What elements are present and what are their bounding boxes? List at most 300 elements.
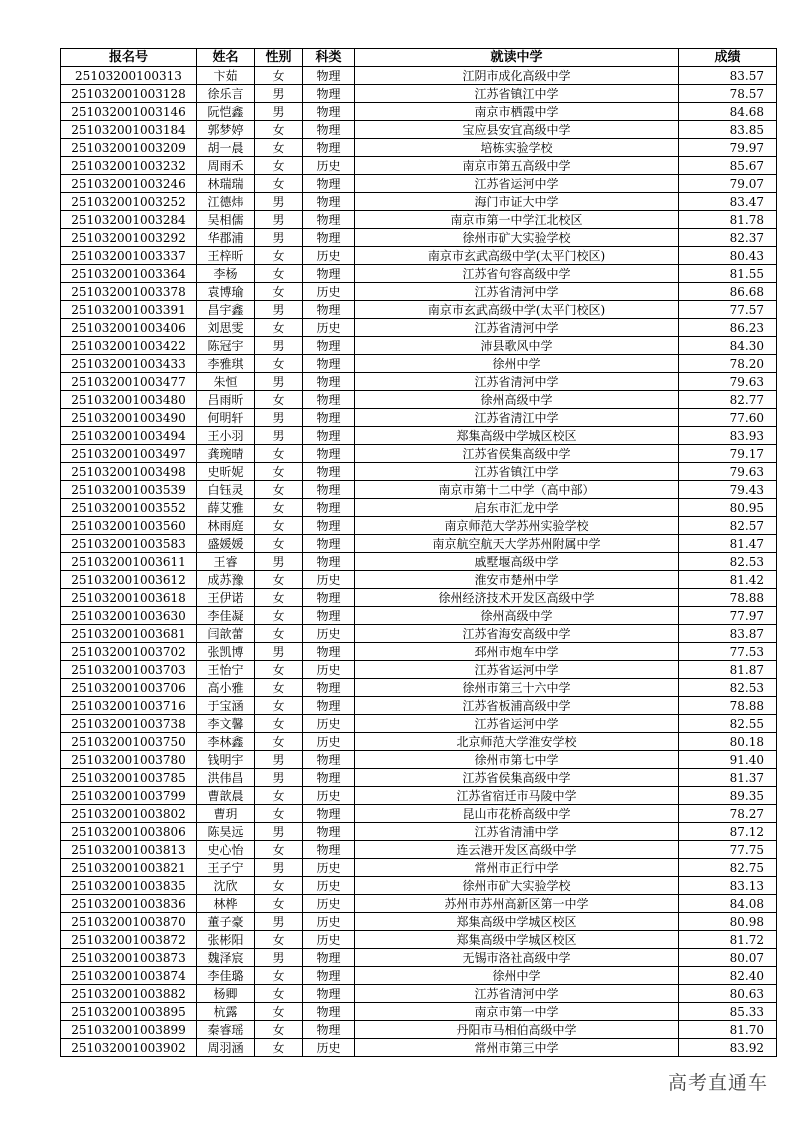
cell-registration-number: 251032001003184 — [61, 121, 197, 139]
table-row — [61, 193, 777, 211]
cell-subject-category: 物理 — [303, 553, 355, 571]
cell-registration-number: 251032001003539 — [61, 481, 197, 499]
cell-subject-category: 历史 — [303, 787, 355, 805]
cell-name: 吕雨昕 — [197, 391, 255, 409]
cell-subject-category: 物理 — [303, 103, 355, 121]
cell-gender: 女 — [255, 697, 303, 715]
cell-gender: 女 — [255, 463, 303, 481]
header-name: 姓名 — [197, 49, 255, 67]
cell-school: 徐州经济技术开发区高级中学 — [355, 589, 679, 607]
table-row — [61, 625, 777, 643]
cell-score: 86.68 — [679, 283, 777, 301]
cell-score: 82.40 — [679, 967, 777, 985]
cell-name: 史心怡 — [197, 841, 255, 859]
table-body — [61, 67, 777, 1057]
table-row — [61, 319, 777, 337]
cell-subject-category: 历史 — [303, 247, 355, 265]
cell-school: 无锡市洛社高级中学 — [355, 949, 679, 967]
cell-subject-category: 历史 — [303, 319, 355, 337]
table-row — [61, 841, 777, 859]
cell-registration-number: 251032001003821 — [61, 859, 197, 877]
cell-registration-number: 251032001003873 — [61, 949, 197, 967]
cell-name: 李林鑫 — [197, 733, 255, 751]
cell-registration-number: 251032001003802 — [61, 805, 197, 823]
cell-subject-category: 物理 — [303, 175, 355, 193]
cell-gender: 女 — [255, 157, 303, 175]
cell-subject-category: 物理 — [303, 499, 355, 517]
cell-name: 沈欣 — [197, 877, 255, 895]
cell-registration-number: 251032001003806 — [61, 823, 197, 841]
cell-score: 82.57 — [679, 517, 777, 535]
cell-subject-category: 历史 — [303, 733, 355, 751]
cell-registration-number: 251032001003702 — [61, 643, 197, 661]
cell-school: 常州市第三中学 — [355, 1039, 679, 1057]
table-row — [61, 985, 777, 1003]
cell-gender: 男 — [255, 211, 303, 229]
cell-score: 80.07 — [679, 949, 777, 967]
cell-registration-number: 251032001003146 — [61, 103, 197, 121]
table-row — [61, 211, 777, 229]
cell-registration-number: 251032001003246 — [61, 175, 197, 193]
cell-gender: 女 — [255, 661, 303, 679]
cell-name: 王梓昕 — [197, 247, 255, 265]
cell-gender: 女 — [255, 499, 303, 517]
cell-registration-number: 251032001003477 — [61, 373, 197, 391]
cell-score: 81.70 — [679, 1021, 777, 1039]
cell-name: 王怡宁 — [197, 661, 255, 679]
table-row — [61, 643, 777, 661]
cell-school: 江苏省运河中学 — [355, 661, 679, 679]
cell-gender: 女 — [255, 175, 303, 193]
cell-school: 徐州高级中学 — [355, 607, 679, 625]
cell-name: 江德炜 — [197, 193, 255, 211]
cell-school: 徐州市矿大实验学校 — [355, 229, 679, 247]
table-row — [61, 337, 777, 355]
table-row — [61, 679, 777, 697]
cell-gender: 女 — [255, 715, 303, 733]
cell-score: 86.23 — [679, 319, 777, 337]
cell-school: 江苏省清河中学 — [355, 319, 679, 337]
cell-name: 胡一晨 — [197, 139, 255, 157]
cell-school: 南京师范大学苏州实验学校 — [355, 517, 679, 535]
cell-gender: 女 — [255, 355, 303, 373]
cell-gender: 女 — [255, 931, 303, 949]
table-row — [61, 301, 777, 319]
cell-subject-category: 物理 — [303, 463, 355, 481]
cell-name: 何明轩 — [197, 409, 255, 427]
cell-score: 81.55 — [679, 265, 777, 283]
cell-registration-number: 251032001003874 — [61, 967, 197, 985]
cell-score: 80.98 — [679, 913, 777, 931]
cell-gender: 女 — [255, 679, 303, 697]
cell-name: 于宝涵 — [197, 697, 255, 715]
cell-subject-category: 历史 — [303, 661, 355, 679]
cell-registration-number: 251032001003490 — [61, 409, 197, 427]
cell-school: 郑集高级中学城区校区 — [355, 931, 679, 949]
cell-gender: 男 — [255, 373, 303, 391]
cell-subject-category: 物理 — [303, 355, 355, 373]
cell-subject-category: 物理 — [303, 967, 355, 985]
cell-name: 王伊诺 — [197, 589, 255, 607]
cell-gender: 男 — [255, 769, 303, 787]
cell-gender: 女 — [255, 283, 303, 301]
cell-subject-category: 历史 — [303, 715, 355, 733]
cell-score: 83.57 — [679, 67, 777, 85]
cell-score: 78.88 — [679, 589, 777, 607]
cell-name: 董子豪 — [197, 913, 255, 931]
table-row — [61, 427, 777, 445]
cell-school: 淮安市楚州中学 — [355, 571, 679, 589]
cell-name: 王小羽 — [197, 427, 255, 445]
cell-subject-category: 物理 — [303, 751, 355, 769]
cell-registration-number: 251032001003882 — [61, 985, 197, 1003]
header-school: 就读中学 — [355, 49, 679, 67]
cell-school: 江苏省清江中学 — [355, 409, 679, 427]
table-row — [61, 589, 777, 607]
cell-subject-category: 历史 — [303, 895, 355, 913]
cell-name: 成苏豫 — [197, 571, 255, 589]
cell-gender: 男 — [255, 553, 303, 571]
cell-school: 江苏省句容高级中学 — [355, 265, 679, 283]
cell-name: 林雨庭 — [197, 517, 255, 535]
cell-gender: 男 — [255, 427, 303, 445]
cell-registration-number: 251032001003292 — [61, 229, 197, 247]
cell-name: 薛艾雅 — [197, 499, 255, 517]
cell-name: 卞茹 — [197, 67, 255, 85]
table-row — [61, 229, 777, 247]
cell-gender: 女 — [255, 1003, 303, 1021]
cell-score: 78.27 — [679, 805, 777, 823]
cell-school: 南京市第一中学 — [355, 1003, 679, 1021]
cell-registration-number: 251032001003552 — [61, 499, 197, 517]
cell-gender: 男 — [255, 823, 303, 841]
cell-score: 84.68 — [679, 103, 777, 121]
cell-registration-number: 251032001003750 — [61, 733, 197, 751]
cell-name: 林瑞瑞 — [197, 175, 255, 193]
cell-gender: 女 — [255, 1039, 303, 1057]
cell-registration-number: 251032001003630 — [61, 607, 197, 625]
cell-gender: 女 — [255, 247, 303, 265]
cell-name: 曹歆晨 — [197, 787, 255, 805]
cell-gender: 女 — [255, 481, 303, 499]
cell-registration-number: 25103200100313 — [61, 67, 197, 85]
cell-gender: 女 — [255, 1021, 303, 1039]
cell-school: 徐州市第七中学 — [355, 751, 679, 769]
table-row — [61, 121, 777, 139]
table-row — [61, 607, 777, 625]
cell-score: 84.08 — [679, 895, 777, 913]
cell-subject-category: 物理 — [303, 517, 355, 535]
cell-registration-number: 251032001003716 — [61, 697, 197, 715]
cell-school: 郑集高级中学城区校区 — [355, 913, 679, 931]
cell-gender: 女 — [255, 607, 303, 625]
cell-school: 南京市玄武高级中学(太平门校区) — [355, 247, 679, 265]
cell-school: 徐州市第三十六中学 — [355, 679, 679, 697]
table-row — [61, 859, 777, 877]
cell-name: 洪伟昌 — [197, 769, 255, 787]
table-row — [61, 787, 777, 805]
cell-subject-category: 历史 — [303, 931, 355, 949]
cell-score: 83.87 — [679, 625, 777, 643]
cell-score: 91.40 — [679, 751, 777, 769]
cell-name: 李雅琪 — [197, 355, 255, 373]
cell-name: 周雨禾 — [197, 157, 255, 175]
cell-school: 启东市汇龙中学 — [355, 499, 679, 517]
table-row — [61, 1039, 777, 1057]
cell-name: 郭梦婷 — [197, 121, 255, 139]
cell-subject-category: 物理 — [303, 481, 355, 499]
cell-gender: 女 — [255, 67, 303, 85]
cell-score: 79.43 — [679, 481, 777, 499]
cell-gender: 女 — [255, 895, 303, 913]
cell-school: 江苏省运河中学 — [355, 175, 679, 193]
cell-subject-category: 物理 — [303, 769, 355, 787]
cell-registration-number: 251032001003209 — [61, 139, 197, 157]
cell-school: 江苏省清浦中学 — [355, 823, 679, 841]
cell-school: 江苏省镇江中学 — [355, 85, 679, 103]
cell-subject-category: 物理 — [303, 211, 355, 229]
cell-registration-number: 251032001003406 — [61, 319, 197, 337]
cell-subject-category: 历史 — [303, 859, 355, 877]
cell-score: 83.85 — [679, 121, 777, 139]
cell-score: 81.72 — [679, 931, 777, 949]
cell-registration-number: 251032001003706 — [61, 679, 197, 697]
cell-gender: 女 — [255, 877, 303, 895]
cell-registration-number: 251032001003738 — [61, 715, 197, 733]
table-row — [61, 391, 777, 409]
cell-name: 史昕妮 — [197, 463, 255, 481]
cell-name: 王子宁 — [197, 859, 255, 877]
cell-score: 79.97 — [679, 139, 777, 157]
cell-subject-category: 物理 — [303, 229, 355, 247]
cell-registration-number: 251032001003703 — [61, 661, 197, 679]
table-row — [61, 913, 777, 931]
cell-school: 江苏省侯集高级中学 — [355, 445, 679, 463]
cell-gender: 女 — [255, 733, 303, 751]
cell-name: 阮恺鑫 — [197, 103, 255, 121]
cell-school: 徐州中学 — [355, 967, 679, 985]
cell-name: 朱恒 — [197, 373, 255, 391]
table-row — [61, 481, 777, 499]
cell-registration-number: 251032001003836 — [61, 895, 197, 913]
cell-subject-category: 物理 — [303, 679, 355, 697]
cell-school: 南京市玄武高级中学(太平门校区) — [355, 301, 679, 319]
cell-school: 昆山市花桥高级中学 — [355, 805, 679, 823]
cell-registration-number: 251032001003252 — [61, 193, 197, 211]
cell-name: 高小雅 — [197, 679, 255, 697]
cell-registration-number: 251032001003872 — [61, 931, 197, 949]
cell-gender: 女 — [255, 445, 303, 463]
cell-registration-number: 251032001003497 — [61, 445, 197, 463]
cell-score: 80.18 — [679, 733, 777, 751]
cell-gender: 男 — [255, 85, 303, 103]
cell-school: 戚墅堰高级中学 — [355, 553, 679, 571]
cell-school: 连云港开发区高级中学 — [355, 841, 679, 859]
cell-registration-number: 251032001003799 — [61, 787, 197, 805]
cell-subject-category: 物理 — [303, 607, 355, 625]
cell-registration-number: 251032001003560 — [61, 517, 197, 535]
header-registration-number: 报名号 — [61, 49, 197, 67]
cell-gender: 女 — [255, 535, 303, 553]
cell-school: 徐州中学 — [355, 355, 679, 373]
table-row — [61, 499, 777, 517]
cell-gender: 男 — [255, 913, 303, 931]
cell-registration-number: 251032001003128 — [61, 85, 197, 103]
cell-registration-number: 251032001003494 — [61, 427, 197, 445]
cell-name: 张彬阳 — [197, 931, 255, 949]
cell-registration-number: 251032001003895 — [61, 1003, 197, 1021]
cell-registration-number: 251032001003902 — [61, 1039, 197, 1057]
cell-score: 83.92 — [679, 1039, 777, 1057]
cell-school: 南京市第一中学江北校区 — [355, 211, 679, 229]
cell-gender: 男 — [255, 859, 303, 877]
cell-gender: 女 — [255, 139, 303, 157]
cell-subject-category: 物理 — [303, 823, 355, 841]
cell-name: 龚琬晴 — [197, 445, 255, 463]
cell-gender: 男 — [255, 643, 303, 661]
cell-registration-number: 251032001003870 — [61, 913, 197, 931]
cell-score: 85.67 — [679, 157, 777, 175]
cell-name: 林桦 — [197, 895, 255, 913]
cell-subject-category: 物理 — [303, 535, 355, 553]
cell-name: 杭露 — [197, 1003, 255, 1021]
cell-subject-category: 历史 — [303, 283, 355, 301]
cell-subject-category: 物理 — [303, 121, 355, 139]
cell-school: 江苏省镇江中学 — [355, 463, 679, 481]
table-row — [61, 553, 777, 571]
cell-score: 78.88 — [679, 697, 777, 715]
table-row — [61, 805, 777, 823]
table-row — [61, 265, 777, 283]
table-row — [61, 463, 777, 481]
cell-school: 海门市证大中学 — [355, 193, 679, 211]
cell-name: 王睿 — [197, 553, 255, 571]
cell-school: 南京市第五高级中学 — [355, 157, 679, 175]
cell-subject-category: 物理 — [303, 949, 355, 967]
cell-registration-number: 251032001003284 — [61, 211, 197, 229]
cell-subject-category: 物理 — [303, 391, 355, 409]
cell-subject-category: 物理 — [303, 139, 355, 157]
cell-score: 77.53 — [679, 643, 777, 661]
cell-subject-category: 物理 — [303, 805, 355, 823]
cell-name: 李杨 — [197, 265, 255, 283]
cell-registration-number: 251032001003480 — [61, 391, 197, 409]
cell-score: 82.53 — [679, 553, 777, 571]
cell-school: 江苏省侯集高级中学 — [355, 769, 679, 787]
cell-score: 87.12 — [679, 823, 777, 841]
cell-school: 培栋实验学校 — [355, 139, 679, 157]
admission-score-table — [60, 48, 777, 1057]
cell-registration-number: 251032001003611 — [61, 553, 197, 571]
cell-score: 77.57 — [679, 301, 777, 319]
cell-name: 盛媛媛 — [197, 535, 255, 553]
table-row — [61, 175, 777, 193]
cell-registration-number: 251032001003813 — [61, 841, 197, 859]
cell-score: 82.77 — [679, 391, 777, 409]
cell-school: 江苏省板浦高级中学 — [355, 697, 679, 715]
table-row — [61, 67, 777, 85]
cell-gender: 男 — [255, 337, 303, 355]
table-row — [61, 139, 777, 157]
cell-gender: 女 — [255, 967, 303, 985]
cell-registration-number: 251032001003433 — [61, 355, 197, 373]
cell-school: 江苏省清河中学 — [355, 283, 679, 301]
cell-score: 89.35 — [679, 787, 777, 805]
cell-registration-number: 251032001003391 — [61, 301, 197, 319]
cell-name: 袁博瑜 — [197, 283, 255, 301]
cell-subject-category: 物理 — [303, 409, 355, 427]
cell-registration-number: 251032001003337 — [61, 247, 197, 265]
table-row — [61, 751, 777, 769]
table-row — [61, 85, 777, 103]
cell-score: 82.55 — [679, 715, 777, 733]
table-row — [61, 355, 777, 373]
cell-registration-number: 251032001003618 — [61, 589, 197, 607]
table-row — [61, 445, 777, 463]
cell-gender: 男 — [255, 193, 303, 211]
cell-score: 82.75 — [679, 859, 777, 877]
cell-registration-number: 251032001003681 — [61, 625, 197, 643]
cell-school: 沛县歌风中学 — [355, 337, 679, 355]
cell-subject-category: 物理 — [303, 841, 355, 859]
cell-school: 北京师范大学淮安学校 — [355, 733, 679, 751]
cell-subject-category: 物理 — [303, 373, 355, 391]
table-row — [61, 517, 777, 535]
cell-score: 77.60 — [679, 409, 777, 427]
header-subject-category: 科类 — [303, 49, 355, 67]
table-row — [61, 967, 777, 985]
cell-name: 钱明宇 — [197, 751, 255, 769]
cell-registration-number: 251032001003378 — [61, 283, 197, 301]
cell-score: 81.87 — [679, 661, 777, 679]
cell-registration-number: 251032001003422 — [61, 337, 197, 355]
cell-score: 79.07 — [679, 175, 777, 193]
table-row — [61, 247, 777, 265]
table-row — [61, 823, 777, 841]
header-gender: 性别 — [255, 49, 303, 67]
cell-school: 江苏省运河中学 — [355, 715, 679, 733]
cell-school: 南京航空航天大学苏州附属中学 — [355, 535, 679, 553]
cell-name: 李文馨 — [197, 715, 255, 733]
cell-score: 82.37 — [679, 229, 777, 247]
cell-name: 闫歆蕾 — [197, 625, 255, 643]
cell-score: 80.43 — [679, 247, 777, 265]
cell-gender: 女 — [255, 589, 303, 607]
cell-score: 84.30 — [679, 337, 777, 355]
cell-name: 刘思雯 — [197, 319, 255, 337]
cell-score: 80.95 — [679, 499, 777, 517]
cell-subject-category: 物理 — [303, 643, 355, 661]
cell-gender: 女 — [255, 391, 303, 409]
cell-gender: 女 — [255, 319, 303, 337]
cell-school: 南京市第十二中学（高中部） — [355, 481, 679, 499]
cell-subject-category: 物理 — [303, 589, 355, 607]
cell-school: 丹阳市马相伯高级中学 — [355, 1021, 679, 1039]
cell-subject-category: 物理 — [303, 697, 355, 715]
cell-name: 秦睿瑶 — [197, 1021, 255, 1039]
cell-name: 陈冠宇 — [197, 337, 255, 355]
cell-score: 78.20 — [679, 355, 777, 373]
cell-subject-category: 历史 — [303, 877, 355, 895]
cell-score: 85.33 — [679, 1003, 777, 1021]
cell-school: 徐州高级中学 — [355, 391, 679, 409]
cell-subject-category: 物理 — [303, 985, 355, 1003]
cell-subject-category: 物理 — [303, 1003, 355, 1021]
cell-subject-category: 物理 — [303, 193, 355, 211]
cell-score: 83.93 — [679, 427, 777, 445]
cell-gender: 男 — [255, 301, 303, 319]
cell-gender: 男 — [255, 751, 303, 769]
